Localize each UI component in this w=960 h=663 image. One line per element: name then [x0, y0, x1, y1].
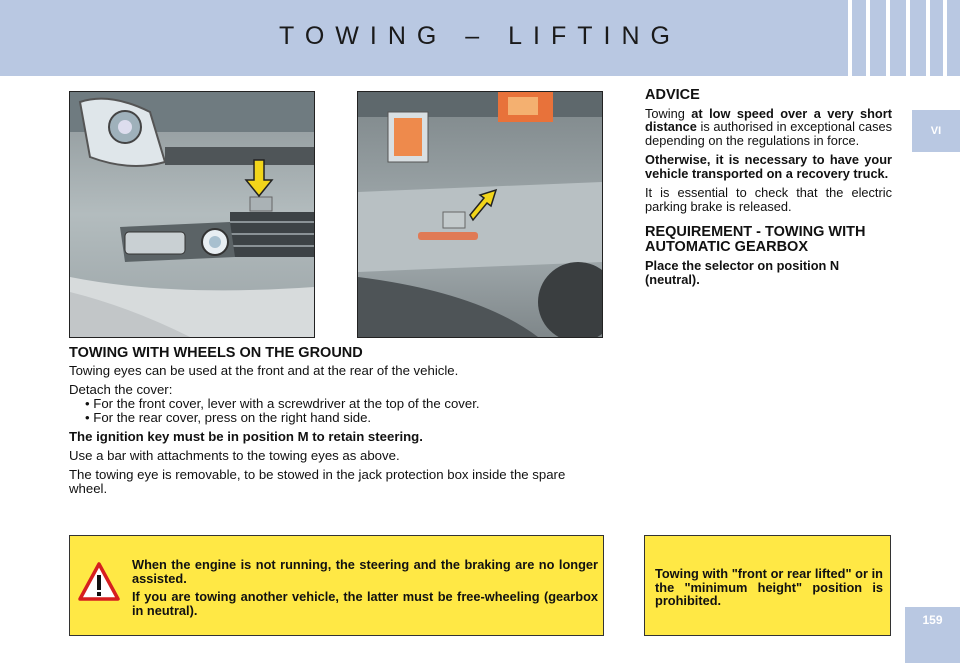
warning-box — [69, 535, 604, 636]
paragraph-emphasis: The ignition key must be in position M to retain steering. — [69, 429, 423, 444]
paragraph: The towing eye is removable, to be stowed in the jack protection box inside the spare wheel. — [69, 467, 566, 496]
paragraph: Detach the cover: — [69, 382, 173, 397]
text-run: is authorised in exceptional cases depending on the regulations in force. — [645, 119, 892, 148]
paragraph: Towing eyes can be used at the front and at the rear of the vehicle. — [69, 363, 459, 378]
text-run: Towing — [645, 105, 692, 121]
towing-instructions — [69, 346, 604, 501]
bullet-item: • For the rear cover, press on the right hand side. — [85, 410, 372, 425]
front-towing-eye-photo — [69, 91, 315, 338]
section-heading: TOWING WITH WHEELS ON THE GROUND — [69, 345, 363, 361]
requirement-heading: REQUIREMENT - TOWING WITH AUTOMATIC GEARBOX — [645, 224, 866, 255]
page-title: TOWING – LIFTING — [279, 22, 681, 50]
paragraph-emphasis: Place the selector on position N (neutral). — [645, 258, 840, 287]
warning-text — [132, 558, 598, 622]
note-box — [644, 535, 891, 636]
advice-heading: ADVICE — [645, 87, 700, 103]
bullet-item: • For the front cover, lever with a screwdriver at the top of the cover. — [85, 396, 480, 411]
note-text: Towing with "front or rear lifted" or in the "minimum height" position is prohibited. — [655, 566, 883, 608]
page-header — [0, 0, 960, 76]
paragraph-emphasis: Otherwise, it is necessary to have your vehicle transported on a recovery truck. — [645, 152, 892, 181]
page-number: 159 — [905, 607, 960, 663]
paragraph: It is essential to check that the electric parking brake is released. — [645, 185, 892, 214]
advice-column — [645, 89, 892, 292]
rear-towing-eye-photo — [357, 91, 603, 338]
chapter-tab[interactable]: VI — [912, 110, 960, 152]
paragraph: When the engine is not running, the steering and the braking are no longer assisted. — [132, 557, 598, 586]
warning-triangle-icon — [78, 562, 120, 602]
paragraph: Use a bar with attachments to the towing eyes as above. — [69, 448, 400, 463]
paragraph: If you are towing another vehicle, the latter must be free-wheeling (gearbox in neutral). — [132, 589, 598, 618]
text-run-bold: at low speed over a very short distance — [645, 105, 892, 134]
paragraph — [645, 107, 892, 148]
